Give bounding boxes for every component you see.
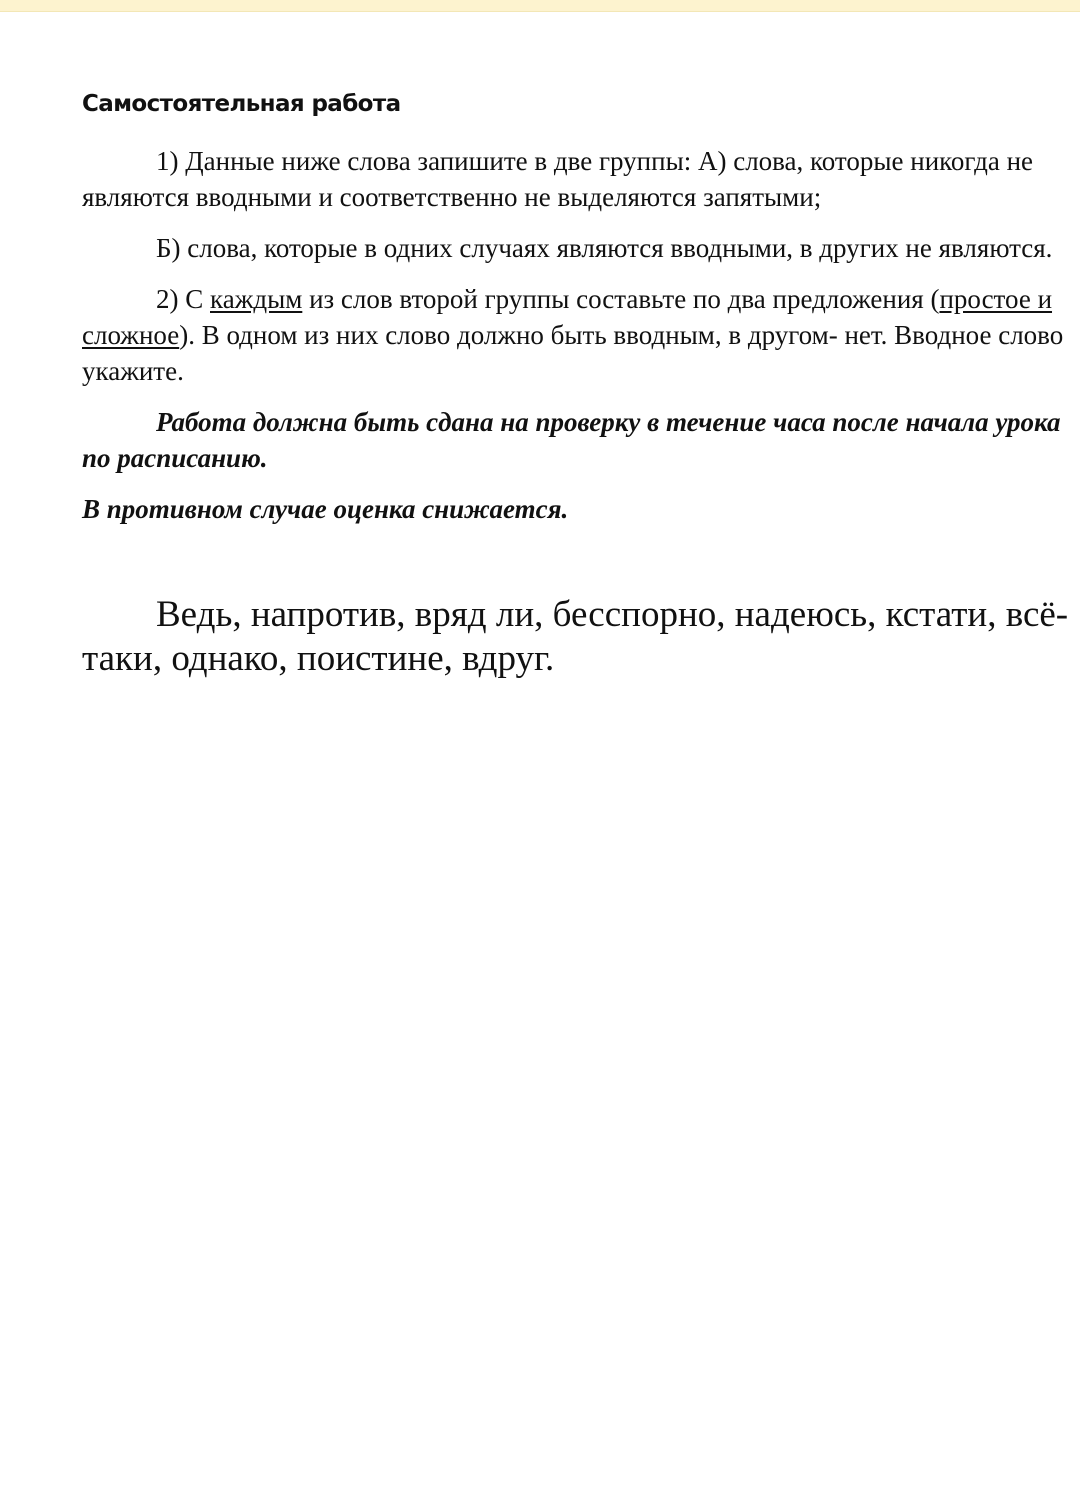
task-2-paragraph	[82, 281, 1072, 389]
task-2-underlined-each: каждым	[210, 284, 303, 314]
task-2-underlined-types: простое и сложное	[82, 284, 1053, 350]
top-banner-strip	[0, 0, 1080, 12]
document-page	[82, 84, 1072, 681]
penalty-note: В противном случае оценка снижается.	[82, 494, 569, 524]
task-2-text-start: 2) С	[156, 284, 210, 314]
word-list: Ведь, напротив, вряд ли, бесспорно, надеюсь, кстати, всё-таки, однако, поистине, вдруг.	[82, 594, 1069, 679]
document-title: Самостоятельная работа	[82, 91, 401, 117]
task-1-paragraph: 1) Данные ниже слова запишите в две группы: А) слова, которые никогда не являются вводными и соответственно не выделяются запятыми;	[82, 146, 1034, 212]
deadline-note: Работа должна быть сдана на проверку в течение часа после начала урока по расписанию.	[82, 407, 1061, 473]
task-2-text-end: ). В одном из них слово должно быть вводным, в другом- нет. Вводное слово укажите.	[82, 320, 1064, 386]
task-2-text-middle: из слов второй группы составьте по два предложения (	[302, 284, 940, 314]
task-1b-paragraph: Б) слова, которые в одних случаях являются вводными, в других не являются.	[156, 233, 1053, 263]
